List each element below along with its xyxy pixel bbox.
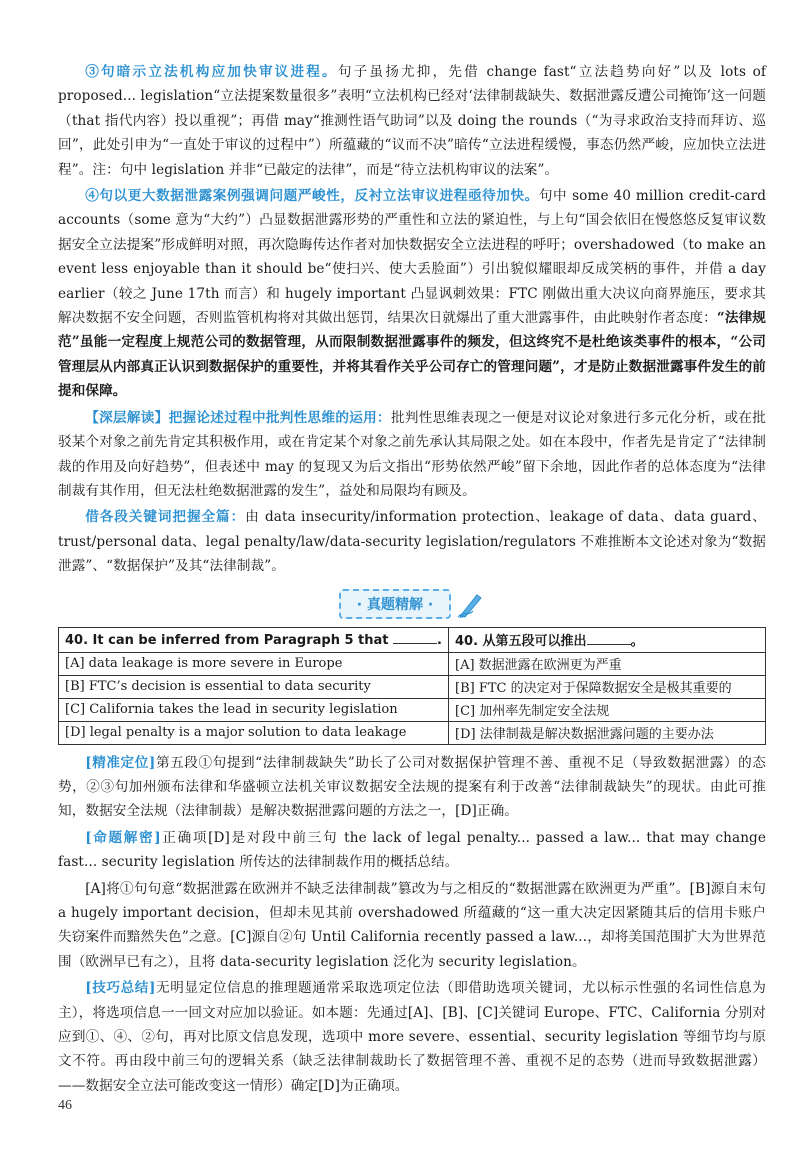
paragraph-8: [58, 976, 766, 1098]
option-d-en: [D] legal penalty is a major solution to data leakage: [59, 721, 449, 744]
paragraph-4-text: 由 data insecurity/information protection、leakage of data、data guard、trust/personal data、legal penalty/law/data-security legislation/regulators 不难推断本文论述对象为“数据泄露”、“数据保护”及其“法律制裁”。: [58, 509, 766, 575]
paragraph-1-text: 句子虽扬尤抑，先借 change fast“立法趋势向好”以及 lots of proposed... legislation“立法提案数量很多”表明“立法机构已经对‘法律制裁缺失、数据泄露反遭公司掩饰’这一问题（that 指代内容）投以重视”；再借 may“推测性语气助词”以及 doing the rounds（“为寻求政治支持而拜访、巡回”，此处引申为“一直处于审议的过程中”）所蕴藏的“议而不决”暗传“立法进程缓慢，事态仍然严峻，应加快立法进程”。注：句中 legislation 并非“已敲定的法律”，而是“待立法机构审议的法案”。: [58, 64, 766, 178]
paragraph-6-text: 正确项[D]是对段中前三句 the lack of legal penalty... passed a law... that may change fast... security legislation 所传达的法律制裁作用的概括总结。: [58, 829, 767, 871]
keywords-tag: 借各段关键词把握全篇：: [85, 509, 246, 526]
option-a-zh: [A] 数据泄露在欧洲更为严重: [449, 652, 766, 675]
section-title-box: [58, 589, 766, 619]
paragraph-5: [58, 751, 766, 824]
question-stem-zh: 40. 从第五段可以推出 。: [449, 627, 766, 652]
paragraph-6: [58, 826, 766, 875]
option-a-en: [A] data leakage is more severe in Europe: [59, 652, 449, 675]
page-number: 46: [58, 1098, 72, 1113]
decode-tag: [命题解密]: [85, 829, 161, 846]
paragraph-3-text: 批判性思维表现之一便是对议论对象进行多元化分析，或在批驳某个对象之前先肯定其积极作用，或在肯定某个对象之前先承认其局限之处。如在本段中，作者先是肯定了“法律制裁的作用及向好趋势”，但表述中 may 的复现又为后文指出“形势依然严峻”留下余地，因此作者的总体态度为“法律制裁有其作用，但无法杜绝数据泄露的发生”，益处和局限均有顾及。: [58, 409, 766, 499]
deep-reading-tag: 【深层解读】把握论述过程中批判性思维的运用：: [85, 409, 391, 426]
paragraph-7-text: [A]将①句句意“数据泄露在欧洲并不缺乏法律制裁”篡改为与之相反的“数据泄露在欧洲更为严重”。[B]源自末句 a hugely important decision，但却未见其前 overshadowed 所蕴藏的“这一重大决定因紧随其后的信用卡账户失窃案件而黯然失色”之意。[C]源自②句 Until California recently passed a law...，却将美国范围扩大为世界范围（欧洲早已有之），且将 data-security legislation 泛化为 security legislation。: [58, 880, 766, 970]
option-c-en: [C] California takes the lead in security legislation: [59, 698, 449, 721]
paragraph-8-text: 无明显定位信息的推理题通常采取选项定位法（即借助选项关键词，尤以标示性强的名词性信息为主），将选项信息一一回文对应加以验证。如本题：先通过[A]、[B]、[C]关键词 Europe、FTC、California 分别对应到①、④、②句，再对比原文信息发现，选项中 more severe、essential、security legislation 等细节均与原文不符。再由段中前三句的逻辑关系（缺乏法律制裁助长了数据管理不善、重视不足的态势（进而导致数据泄露）——数据安全立法可能改变这一情形）确定[D]为正确项。: [58, 980, 767, 1094]
option-c-zh: [C] 加州率先制定安全法规: [449, 698, 766, 721]
section-title: · 真题精解 ·: [339, 589, 451, 619]
question-stem-row: [59, 627, 766, 652]
question-stem-en: 40. It can be inferred from Paragraph 5 that .: [59, 627, 449, 652]
option-row-a: [59, 652, 766, 675]
paragraph-1-lead: ③句暗示立法机构应加快审议进程。: [85, 64, 338, 80]
page-content: [58, 60, 766, 1098]
paragraph-4: [58, 505, 766, 578]
option-row-b: [59, 675, 766, 698]
paragraph-2: [58, 184, 766, 404]
paragraph-2-lead: ④句以更大数据泄露案例强调问题严峻性，反衬立法审议进程亟待加快。: [85, 188, 539, 205]
paragraph-3: [58, 406, 766, 504]
paragraph-2-text: 句中 some 40 million credit-card accounts（some 意为“大约”）凸显数据泄露形势的严重性和立法的紧迫性，与上句“国会依旧在慢悠悠反复审议数据安全立法提案”形成鲜明对照，再次隐晦传达作者对加快数据安全立法进程的呼吁；overshadowed（to make an event less enjoyable than it should be“使扫兴、使大丢脸面”）引出貌似耀眼却反成笑柄的事件，并借 a day earlier（较之 June 17th 而言）和 hugely important 凸显讽刺效果：FTC 刚做出重大决议向商界施压，要求其解决数据不安全问题，否则监管机构将对其做出惩罚，结果次日就爆出了重大泄露事件，由此映射作者态度：: [58, 188, 767, 327]
option-row-c: [59, 698, 766, 721]
option-b-en: [B] FTC’s decision is essential to data security: [59, 675, 449, 698]
precise-location-tag: [精准定位]: [85, 754, 156, 771]
tips-tag: [技巧总结]: [85, 980, 156, 997]
question-table: [58, 627, 766, 745]
option-row-d: [59, 721, 766, 744]
paragraph-7: [58, 877, 766, 975]
paragraph-1: [58, 60, 766, 182]
option-b-zh: [B] FTC 的决定对于保障数据安全是极其重要的: [449, 675, 766, 698]
pen-icon: [455, 589, 485, 619]
option-d-zh: [D] 法律制裁是解决数据泄露问题的主要办法: [449, 721, 766, 744]
paragraph-5-text: 第五段①句提到“法律制裁缺失”助长了公司对数据保护管理不善、重视不足（导致数据泄露）的态势，②③句加州颁布法律和华盛顿立法机关审议数据安全法规的提案有利于改善“法律制裁缺失”的现状。由此可推知，数据安全法规（法律制裁）是解决数据泄露问题的方法之一，[D]正确。: [58, 754, 766, 820]
paragraph-2-bold: “法律规范”虽能一定程度上规范公司的数据管理，从而限制数据泄露事件的频发，但这终究不是杜绝该类事件的根本，“公司管理层从内部真正认识到数据保护的重要性，并将其看作关乎公司存亡的管理问题”，才是防止数据泄露事件发生的前提和保障。: [58, 310, 766, 400]
